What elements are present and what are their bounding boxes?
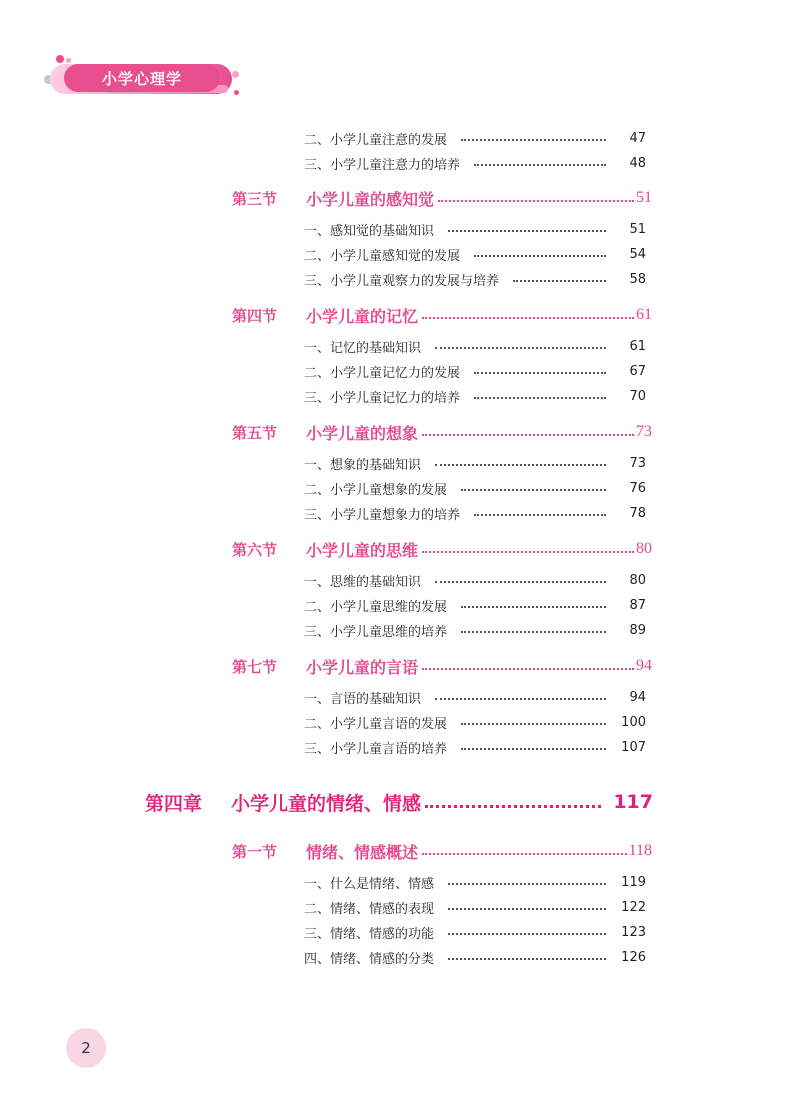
toc-item[interactable] (304, 710, 646, 734)
dot-leader (474, 514, 606, 516)
header-banner (0, 0, 800, 110)
toc-item[interactable] (304, 217, 646, 241)
dot-leader (461, 631, 606, 633)
toc-item-label: 三、小学儿童思维的培养 (304, 624, 448, 640)
toc-item-label: 三、情绪、情感的功能 (304, 926, 435, 942)
dot-leader (435, 347, 606, 349)
toc-item-page: 58 (629, 271, 646, 287)
toc-item-label: 二、小学儿童注意的发展 (304, 132, 448, 148)
decor-dot (66, 58, 71, 63)
dot-leader (474, 372, 606, 374)
section-page: 73 (636, 423, 652, 440)
toc-item[interactable] (304, 476, 646, 500)
toc-item-page: 100 (621, 714, 646, 730)
section-title: 情绪、情感概述 (306, 842, 419, 862)
toc-ch4-section-1[interactable] (232, 837, 652, 865)
toc-item[interactable] (304, 334, 646, 358)
toc-item[interactable] (304, 618, 646, 642)
dot-leader (474, 397, 606, 399)
toc-item-page: 54 (629, 246, 646, 262)
toc-item-page: 78 (629, 505, 646, 521)
toc-item[interactable] (304, 242, 646, 266)
dot-leader (448, 908, 606, 910)
toc-item-page: 122 (621, 899, 646, 915)
dot-leader (435, 581, 606, 583)
toc-item-page: 87 (629, 597, 646, 613)
toc-item-page: 89 (629, 622, 646, 638)
toc-item[interactable] (304, 384, 646, 408)
chapter-page: 117 (613, 791, 653, 813)
dot-leader (461, 748, 606, 750)
section-number: 第七节 (232, 657, 278, 676)
section-title: 小学儿童的言语 (306, 657, 419, 677)
decor-dot (234, 90, 239, 95)
toc-section-4[interactable] (232, 301, 652, 329)
toc-item-page: 94 (629, 689, 646, 705)
dot-leader (435, 698, 606, 700)
dot-leader (513, 280, 606, 282)
toc-item[interactable] (304, 685, 646, 709)
toc-item-label: 一、什么是情绪、情感 (304, 876, 435, 892)
chapter-number: 第四章 (145, 792, 203, 815)
chapter-title: 小学儿童的情绪、情感 (231, 792, 422, 815)
toc-item-page: 123 (621, 924, 646, 940)
toc-section-3[interactable] (232, 184, 652, 212)
toc-item[interactable] (304, 920, 646, 944)
toc-item[interactable] (304, 735, 646, 759)
toc-item[interactable] (304, 593, 646, 617)
toc-item[interactable] (304, 359, 646, 383)
toc-item[interactable] (304, 451, 646, 475)
toc-item-page: 51 (629, 221, 646, 237)
section-number: 第六节 (232, 540, 278, 559)
toc-section-5[interactable] (232, 418, 652, 446)
section-title: 小学儿童的思维 (306, 540, 419, 560)
toc-item-label: 二、小学儿童言语的发展 (304, 716, 448, 732)
dot-leader (461, 489, 606, 491)
section-page: 94 (636, 657, 652, 674)
dot-leader (461, 606, 606, 608)
dot-leader (448, 883, 606, 885)
section-title: 小学儿童的记忆 (306, 306, 419, 326)
toc-item-label: 四、情绪、情感的分类 (304, 951, 435, 967)
dot-leader (461, 139, 606, 141)
section-title: 小学儿童的感知觉 (306, 189, 435, 209)
toc-item[interactable] (304, 151, 646, 175)
toc-chapter-4[interactable] (145, 786, 653, 818)
dot-leader (448, 958, 606, 960)
dot-leader (438, 200, 634, 202)
toc-item[interactable] (304, 568, 646, 592)
toc-item-label: 三、小学儿童记忆力的培养 (304, 390, 461, 406)
toc-item-label: 一、感知觉的基础知识 (304, 223, 435, 239)
toc-item-page: 73 (629, 455, 646, 471)
toc-item[interactable] (304, 267, 646, 291)
toc-item-label: 三、小学儿童观察力的发展与培养 (304, 273, 500, 289)
dot-leader (422, 853, 627, 855)
section-number: 第四节 (232, 306, 278, 325)
section-number: 第一节 (232, 842, 278, 861)
dot-leader (448, 230, 606, 232)
decor-dot (56, 55, 64, 63)
toc-item-page: 107 (621, 739, 646, 755)
toc-item-label: 二、情绪、情感的表现 (304, 901, 435, 917)
toc-item-label: 二、小学儿童感知觉的发展 (304, 248, 461, 264)
toc-item-page: 61 (629, 338, 646, 354)
toc-item-label: 二、小学儿童思维的发展 (304, 599, 448, 615)
toc-item-page: 126 (621, 949, 646, 965)
toc-item-label: 三、小学儿童言语的培养 (304, 741, 448, 757)
section-number: 第五节 (232, 423, 278, 442)
dot-leader (422, 551, 634, 553)
page-number: 2 (66, 1028, 106, 1068)
section-page: 51 (636, 189, 652, 206)
toc-item-label: 一、思维的基础知识 (304, 574, 422, 590)
toc-item[interactable] (304, 945, 646, 969)
section-page: 118 (628, 842, 652, 859)
toc-item-label: 二、小学儿童想象的发展 (304, 482, 448, 498)
toc-item-page: 70 (629, 388, 646, 404)
book-title: 小学心理学 (64, 64, 220, 92)
toc-item-page: 67 (629, 363, 646, 379)
toc-item[interactable] (304, 870, 646, 894)
toc-item-page: 76 (629, 480, 646, 496)
section-number: 第三节 (232, 189, 278, 208)
section-title: 小学儿童的想象 (306, 423, 419, 443)
toc-item[interactable] (304, 895, 646, 919)
toc-item-page: 47 (629, 130, 646, 146)
toc-item-page: 48 (629, 155, 646, 171)
dot-leader (422, 668, 634, 670)
dot-leader (422, 317, 634, 319)
toc-item-label: 一、想象的基础知识 (304, 457, 422, 473)
toc-item-label: 三、小学儿童想象力的培养 (304, 507, 461, 523)
toc-item-label: 一、言语的基础知识 (304, 691, 422, 707)
toc-section-7[interactable] (232, 652, 652, 680)
toc-item-label: 三、小学儿童注意力的培养 (304, 157, 461, 173)
toc-item[interactable] (304, 126, 646, 150)
toc-item-page: 119 (621, 874, 646, 890)
section-page: 80 (636, 540, 652, 557)
dot-leader (422, 434, 634, 436)
dot-leader (474, 164, 606, 166)
decor-dot (232, 71, 239, 78)
section-page: 61 (636, 306, 652, 323)
toc-item-label: 二、小学儿童记忆力的发展 (304, 365, 461, 381)
toc-item-label: 一、记忆的基础知识 (304, 340, 422, 356)
dot-leader (448, 933, 606, 935)
dot-leader (461, 723, 606, 725)
dot-leader (435, 464, 606, 466)
toc-item-page: 80 (629, 572, 646, 588)
dot-leader (425, 805, 601, 808)
dot-leader (474, 255, 606, 257)
toc-item[interactable] (304, 501, 646, 525)
toc-section-6[interactable] (232, 535, 652, 563)
